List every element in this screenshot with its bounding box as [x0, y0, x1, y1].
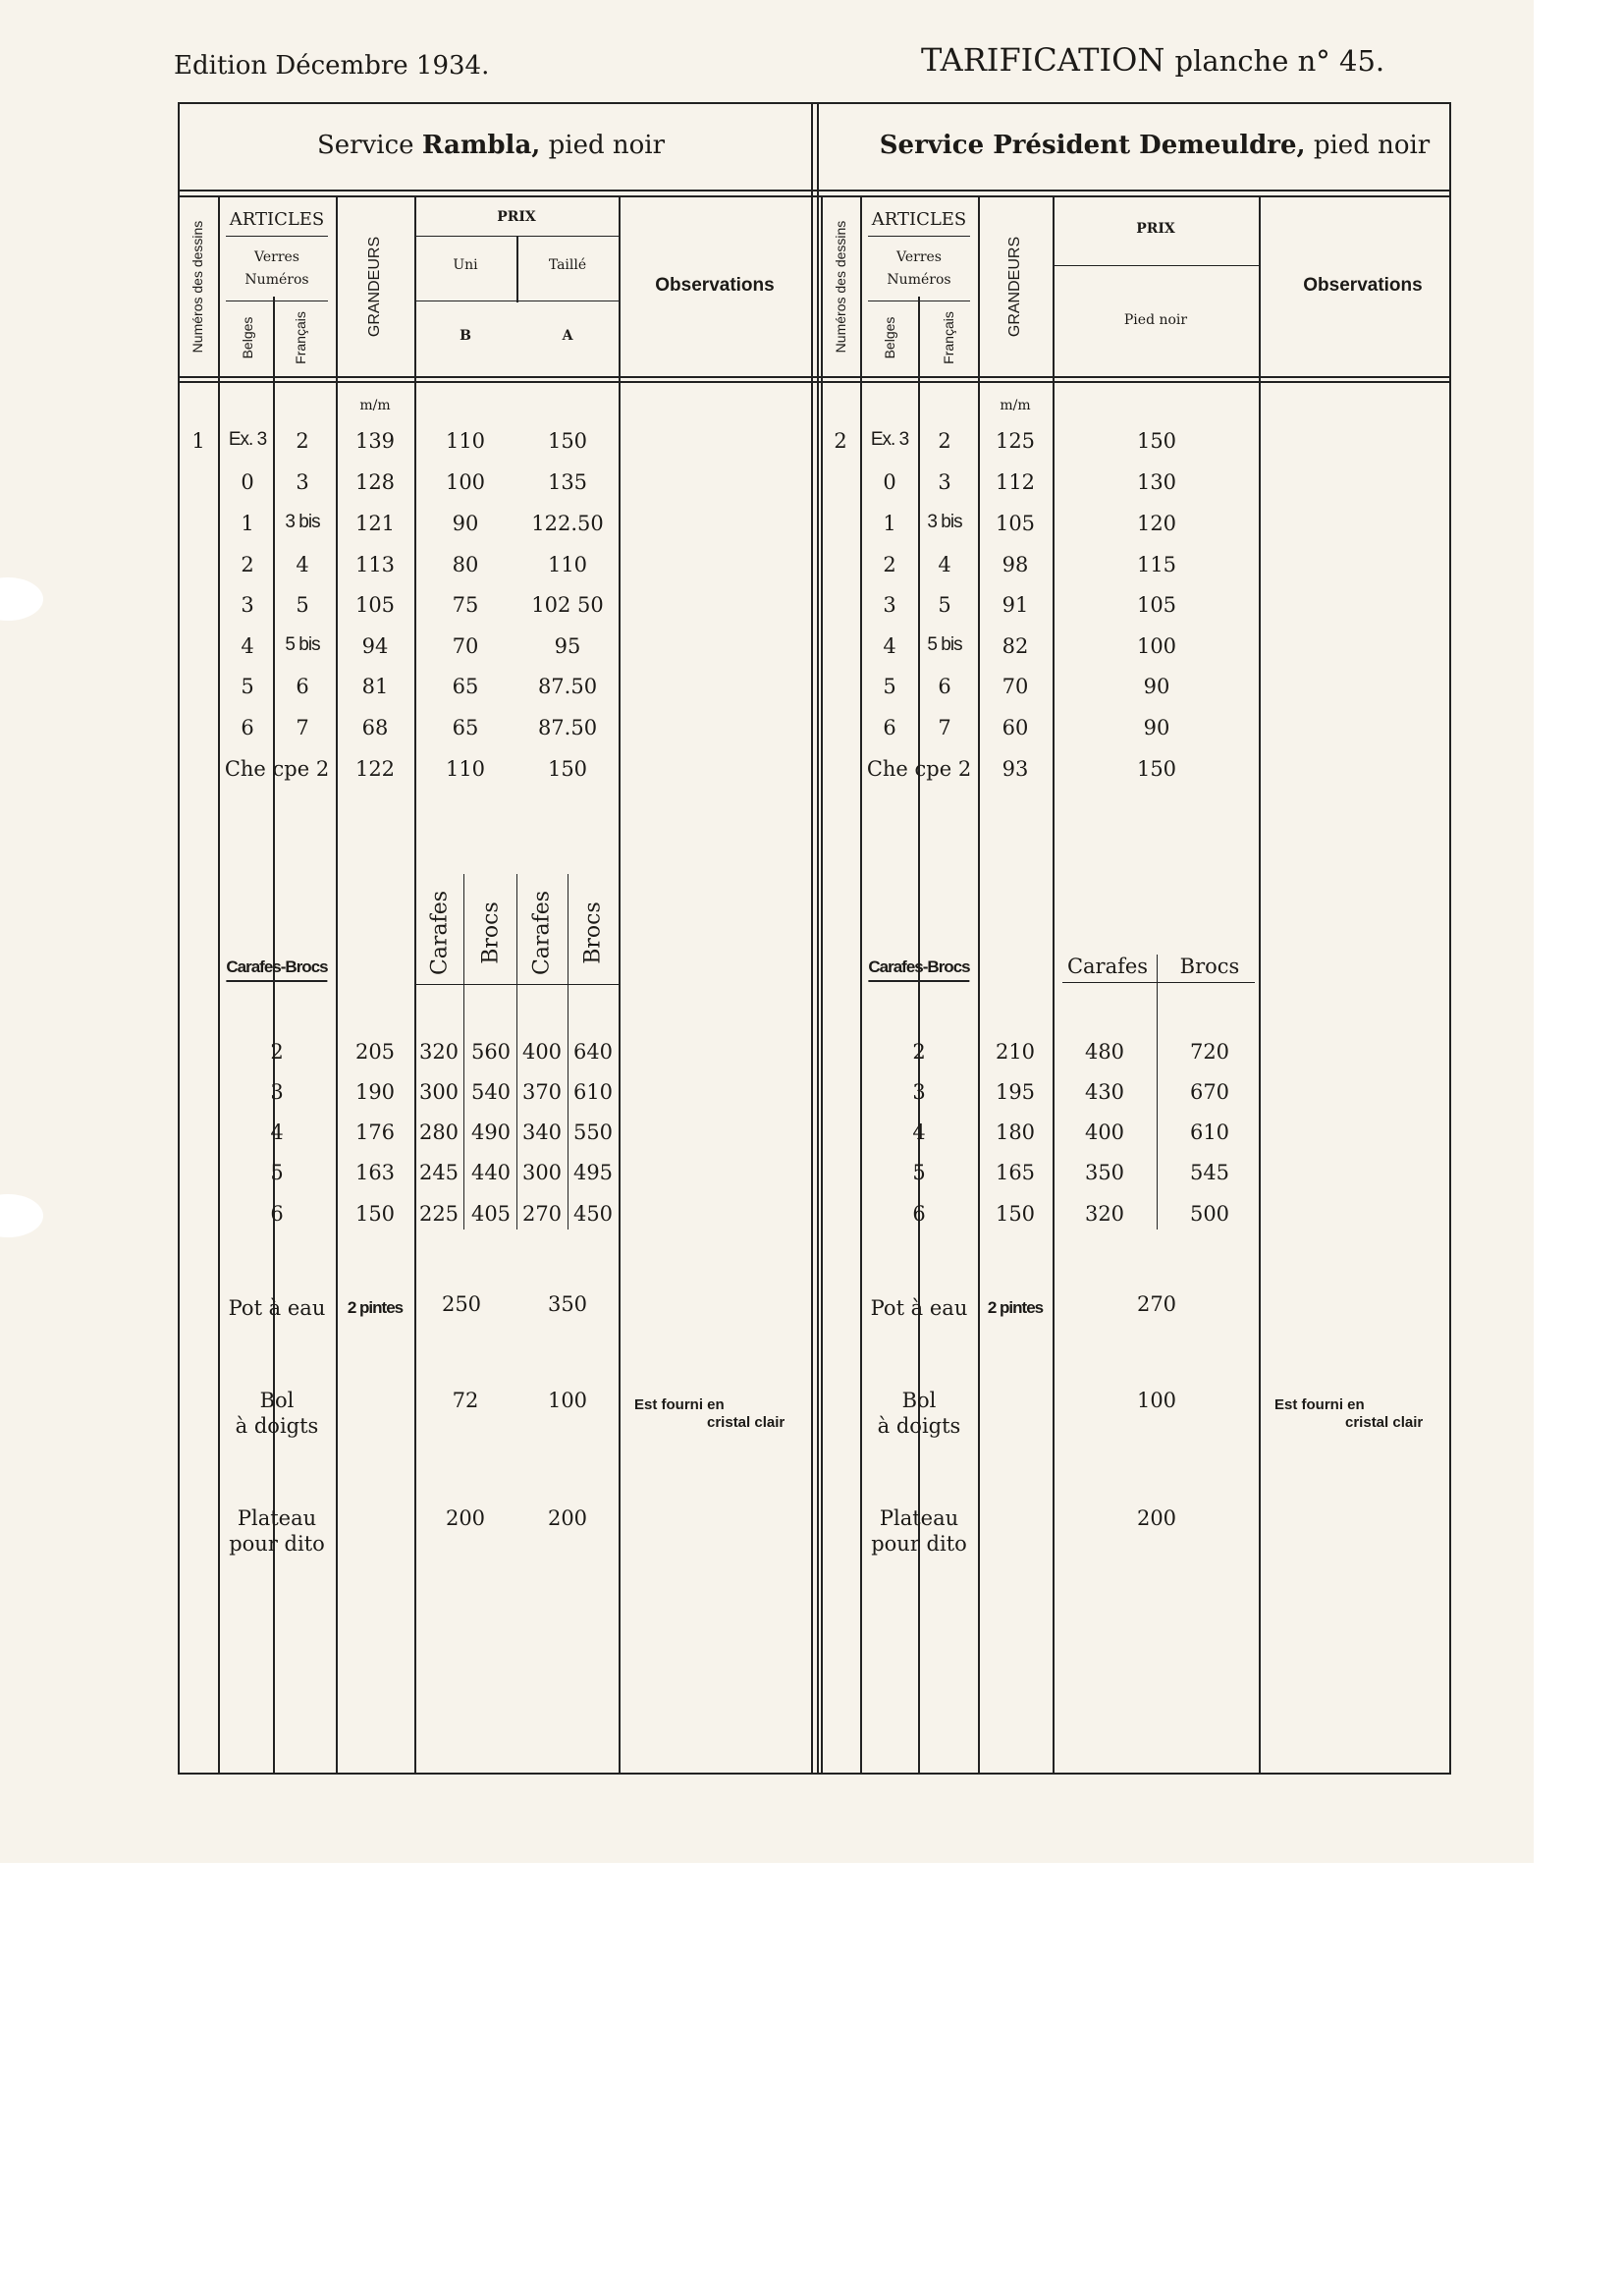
price-broc: 610 [1189, 1121, 1230, 1144]
price-uni-carafe: 300 [418, 1080, 460, 1104]
rule [1062, 982, 1255, 983]
planche-title [921, 41, 1384, 79]
dessin-number: 2 [834, 429, 847, 453]
rule [860, 195, 862, 1774]
observation-note: Est fourni en [1274, 1396, 1365, 1413]
price-uni: 65 [452, 675, 479, 698]
price-carafe: 400 [1084, 1121, 1125, 1144]
edition-label: Edition Décembre 1934. [174, 51, 490, 81]
price-pied-noir: 115 [1136, 553, 1177, 576]
price-pied-noir: 120 [1136, 512, 1177, 535]
price-pied-noir: 270 [1136, 1292, 1177, 1316]
belge-number: 3 [241, 593, 254, 617]
grandeur-value: 122 [354, 757, 396, 781]
carafe-number: 6 [270, 1202, 284, 1226]
price-taille-carafe: 270 [521, 1202, 563, 1226]
grandeur-value: 165 [995, 1161, 1036, 1184]
price-taille: 95 [554, 634, 581, 658]
header-numeros: Numéros [244, 272, 309, 288]
price-uni: 80 [452, 553, 479, 576]
rule [336, 195, 338, 1774]
price-pied-noir: 150 [1136, 429, 1177, 453]
grandeur-value: 2 pintes [987, 1298, 1044, 1317]
price-uni-carafe: 245 [418, 1161, 460, 1184]
price-taille: 87.50 [537, 716, 598, 739]
price-pied-noir: 100 [1136, 634, 1177, 658]
price-uni: 90 [452, 512, 479, 535]
price-pied-noir: 90 [1143, 716, 1170, 739]
price-taille: 102 50 [531, 593, 604, 617]
pot-label: Pot à eau [870, 1296, 968, 1320]
francais-number: 5 [938, 593, 951, 617]
header-brocs: Brocs [1179, 955, 1240, 978]
price-uni: 100 [445, 470, 486, 494]
francais-number: 4 [938, 553, 951, 576]
carafe-number: 5 [270, 1161, 284, 1184]
belge-number: 0 [883, 470, 896, 494]
header-prix: PRIX [497, 209, 536, 225]
price-broc: 500 [1189, 1202, 1230, 1226]
price-taille: 150 [547, 757, 588, 781]
francais-number: 2 [296, 429, 309, 453]
header-articles: ARTICLES [229, 209, 325, 230]
header-b: B [460, 328, 471, 344]
grandeur-value: 105 [354, 593, 396, 617]
header-carafes: Carafes [427, 890, 453, 976]
rule [1259, 195, 1261, 1774]
price-uni-broc: 440 [470, 1161, 512, 1184]
rule [516, 984, 568, 985]
francais-number: 4 [296, 553, 309, 576]
grandeur-value: 68 [361, 716, 389, 739]
header-brocs: Brocs [478, 902, 504, 964]
rule [821, 195, 823, 1774]
unit-label: m/m [1000, 398, 1031, 413]
carafe-number: 6 [912, 1202, 926, 1226]
price-uni-carafe: 320 [418, 1040, 460, 1064]
header-numeros-dessins: Numéros des dessins [189, 220, 205, 354]
price-pied-noir: 200 [1136, 1506, 1177, 1530]
grandeur-value: 150 [354, 1202, 396, 1226]
rule [463, 984, 464, 1230]
price-uni: 72 [452, 1389, 479, 1412]
grandeur-value: 82 [1001, 634, 1029, 658]
header-pied-noir: Pied noir [1123, 312, 1188, 328]
price-carafe: 320 [1084, 1202, 1125, 1226]
price-taille: 122.50 [531, 512, 604, 535]
francais-number: 5 [296, 593, 309, 617]
price-uni: 70 [452, 634, 479, 658]
rule [568, 984, 619, 985]
belge-number: Ex. 3 [870, 429, 909, 450]
grandeur-value: 190 [354, 1080, 396, 1104]
francais-number: 3 bis [285, 512, 320, 532]
header-articles: ARTICLES [871, 209, 967, 230]
grandeur-value: 176 [354, 1121, 396, 1144]
rule [516, 874, 517, 1230]
price-broc: 670 [1189, 1080, 1230, 1104]
observation-note: Est fourni en [634, 1396, 725, 1413]
rule [1053, 195, 1055, 1774]
price-taille-broc: 495 [572, 1161, 614, 1184]
price-uni: 250 [441, 1292, 482, 1316]
rule [414, 236, 619, 237]
francais-number: 7 [938, 716, 951, 739]
header-carafes: Carafes [529, 890, 555, 976]
grandeur-value: 98 [1001, 553, 1029, 576]
grandeur-value: 139 [354, 429, 396, 453]
observation-note: cristal clair [1345, 1414, 1424, 1431]
grandeur-value: 210 [995, 1040, 1036, 1064]
header-numeros-dessins: Numéros des dessins [833, 220, 848, 354]
belge-number: 6 [241, 716, 254, 739]
price-taille: 135 [547, 470, 588, 494]
carafe-number: 3 [912, 1080, 926, 1104]
rule [978, 195, 980, 1774]
rule [1053, 265, 1259, 266]
price-uni-broc: 405 [470, 1202, 512, 1226]
bol-label: Bol [901, 1389, 937, 1412]
price-taille: 150 [547, 429, 588, 453]
belge-number: 2 [883, 553, 896, 576]
header-belges: Belges [240, 316, 255, 359]
grandeur-value: 125 [995, 429, 1036, 453]
header-carafes: Carafes [1066, 955, 1149, 978]
price-taille-carafe: 370 [521, 1080, 563, 1104]
rule [811, 102, 813, 1774]
grandeur-value: 163 [354, 1161, 396, 1184]
price-pied-noir: 100 [1136, 1389, 1177, 1412]
price-pied-noir: 105 [1136, 593, 1177, 617]
plateau-label: pour dito [229, 1532, 325, 1556]
francais-number: 7 [296, 716, 309, 739]
price-pied-noir: 130 [1136, 470, 1177, 494]
rule [868, 236, 970, 237]
grandeur-value: 150 [995, 1202, 1036, 1226]
tarification-word: TARIFICATION [921, 41, 1165, 79]
price-taille-carafe: 400 [521, 1040, 563, 1064]
rule [619, 195, 621, 1774]
francais-number: 6 [296, 675, 309, 698]
carafes-brocs-label: Carafes-Brocs [226, 957, 327, 982]
price-carafe: 430 [1084, 1080, 1125, 1104]
belge-number: 2 [241, 553, 254, 576]
price-uni-carafe: 280 [418, 1121, 460, 1144]
price-pied-noir: 150 [1136, 757, 1177, 781]
unit-label: m/m [359, 398, 391, 413]
header-verres: Verres [896, 249, 942, 265]
belge-number: 1 [241, 512, 254, 535]
price-broc: 545 [1189, 1161, 1230, 1184]
rule [1157, 955, 1158, 1230]
francais-number: 3 bis [927, 512, 962, 532]
header-taille: Taillé [548, 257, 587, 273]
grandeur-value: 121 [354, 512, 396, 535]
grandeur-value: 180 [995, 1121, 1036, 1144]
francais-number: 5 bis [285, 634, 320, 655]
price-taille: 350 [547, 1292, 588, 1316]
header-francais: Français [941, 311, 956, 364]
left-service-title: Service Rambla, pied noir [316, 131, 666, 160]
price-taille-broc: 550 [572, 1121, 614, 1144]
header-francais: Français [293, 311, 308, 364]
grandeur-value: 91 [1001, 593, 1029, 617]
francais-number: 5 bis [927, 634, 962, 655]
header-a: A [562, 328, 573, 344]
chcp-label: Che cpe 2 [866, 757, 972, 781]
price-taille-broc: 640 [572, 1040, 614, 1064]
planche-number: planche n° 45. [1174, 44, 1385, 78]
header-verres: Verres [254, 249, 299, 265]
rule [817, 102, 819, 1774]
grandeur-value: 205 [354, 1040, 396, 1064]
grandeur-value: 105 [995, 512, 1036, 535]
header-grandeurs: GRANDEURS [1006, 236, 1023, 338]
rule [178, 190, 1451, 191]
price-carafe: 480 [1084, 1040, 1125, 1064]
bol-label: Bol [259, 1389, 295, 1412]
rule [218, 195, 220, 1774]
header-uni: Uni [453, 257, 478, 273]
price-uni: 110 [445, 429, 486, 453]
grandeur-value: 195 [995, 1080, 1036, 1104]
francais-number: 2 [938, 429, 951, 453]
grandeur-value: 2 pintes [347, 1298, 404, 1317]
chcp-label: Che cpe 2 [224, 757, 330, 781]
header-belges: Belges [882, 316, 897, 359]
grandeur-value: 70 [1001, 675, 1029, 698]
rule [414, 984, 463, 985]
price-taille: 100 [547, 1389, 588, 1412]
price-uni-broc: 490 [470, 1121, 512, 1144]
francais-number: 6 [938, 675, 951, 698]
carafe-number: 4 [270, 1121, 284, 1144]
header-prix: PRIX [1136, 221, 1175, 237]
dessin-number: 1 [191, 429, 205, 453]
price-taille-carafe: 340 [521, 1121, 563, 1144]
price-uni-broc: 560 [470, 1040, 512, 1064]
pot-label: Pot à eau [228, 1296, 326, 1320]
price-taille: 200 [547, 1506, 588, 1530]
belge-number: Ex. 3 [228, 429, 267, 450]
belge-number: 5 [241, 675, 254, 698]
carafe-number: 2 [912, 1040, 926, 1064]
grandeur-value: 81 [361, 675, 389, 698]
grandeur-value: 60 [1001, 716, 1029, 739]
price-taille: 110 [547, 553, 588, 576]
punch-hole [0, 577, 43, 621]
belge-number: 5 [883, 675, 896, 698]
grandeur-value: 113 [354, 553, 396, 576]
plateau-label: Plateau [879, 1506, 959, 1530]
belge-number: 0 [241, 470, 254, 494]
carafe-number: 2 [270, 1040, 284, 1064]
header-numeros: Numéros [887, 272, 951, 288]
price-uni: 200 [445, 1506, 486, 1530]
header-brocs: Brocs [580, 902, 606, 964]
price-uni: 110 [445, 757, 486, 781]
price-taille-broc: 450 [572, 1202, 614, 1226]
price-uni: 65 [452, 716, 479, 739]
price-taille: 87.50 [537, 675, 598, 698]
grandeur-value: 112 [995, 470, 1036, 494]
belge-number: 1 [883, 512, 896, 535]
price-carafe: 350 [1084, 1161, 1125, 1184]
francais-number: 3 [296, 470, 309, 494]
carafe-number: 5 [912, 1161, 926, 1184]
carafe-number: 4 [912, 1121, 926, 1144]
carafes-brocs-label: Carafes-Brocs [868, 957, 969, 982]
grandeur-value: 94 [361, 634, 389, 658]
rule [463, 984, 516, 985]
header-observations: Observations [1303, 275, 1423, 296]
grandeur-value: 128 [354, 470, 396, 494]
punch-hole [0, 1194, 43, 1237]
bol-label: à doigts [877, 1414, 961, 1438]
belge-number: 4 [241, 634, 254, 658]
plateau-label: pour dito [871, 1532, 967, 1556]
price-taille-broc: 610 [572, 1080, 614, 1104]
plateau-label: Plateau [237, 1506, 317, 1530]
price-pied-noir: 90 [1143, 675, 1170, 698]
francais-number: 3 [938, 470, 951, 494]
rule [516, 236, 518, 302]
grandeur-value: 93 [1001, 757, 1029, 781]
header-observations: Observations [655, 275, 775, 296]
right-service-title: Service Président Demeuldre, pied noir [879, 131, 1431, 160]
price-taille-carafe: 300 [521, 1161, 563, 1184]
belge-number: 6 [883, 716, 896, 739]
price-broc: 720 [1189, 1040, 1230, 1064]
belge-number: 3 [883, 593, 896, 617]
price-uni: 75 [452, 593, 479, 617]
carafe-number: 3 [270, 1080, 284, 1104]
price-uni-carafe: 225 [418, 1202, 460, 1226]
belge-number: 4 [883, 634, 896, 658]
rule [226, 236, 328, 237]
header-grandeurs: GRANDEURS [366, 236, 383, 338]
price-uni-broc: 540 [470, 1080, 512, 1104]
observation-note: cristal clair [707, 1414, 785, 1431]
bol-label: à doigts [235, 1414, 319, 1438]
